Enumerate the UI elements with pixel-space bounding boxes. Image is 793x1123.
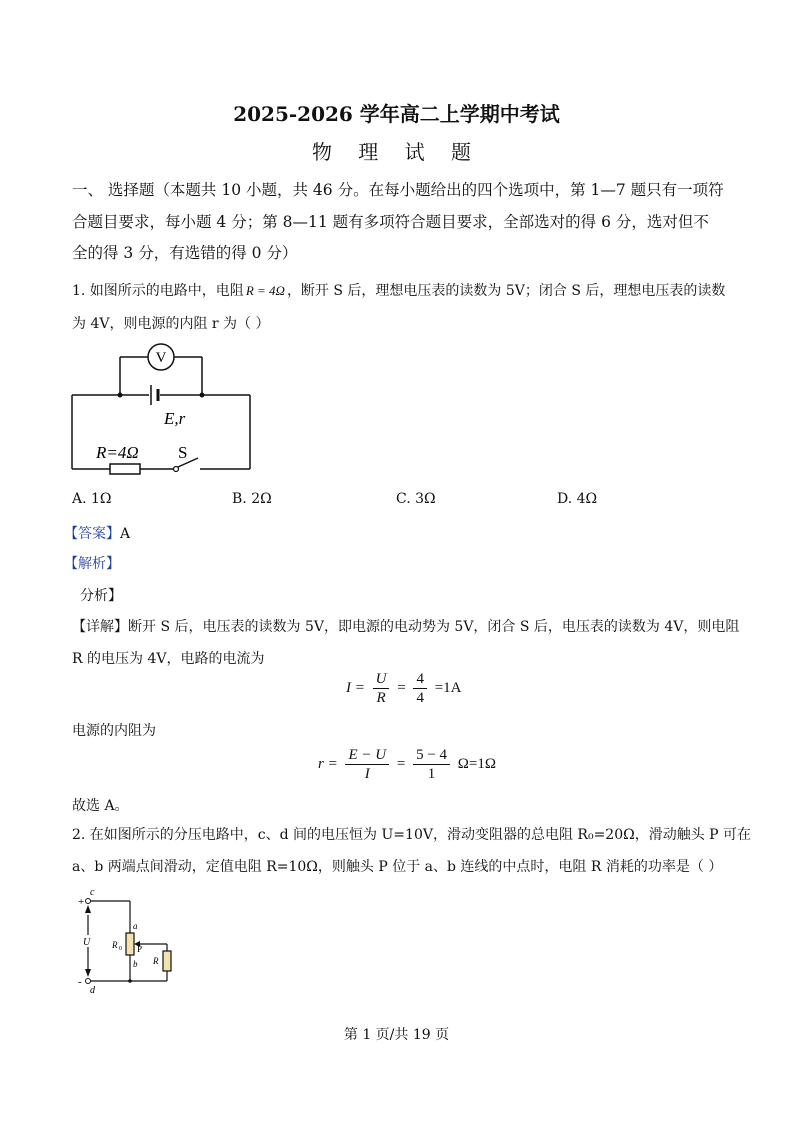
q1-stem-line2: 为 4V，则电源的内阻 r 为（ ）	[72, 316, 270, 332]
slider-p-label: P	[137, 944, 143, 954]
section-instructions-line1: 一、 选择题（本题共 10 小题，共 46 分。在每小题给出的四个选项中，第 1—7 题只有一项符	[72, 181, 724, 199]
q1-option-b: B. 2Ω	[232, 491, 272, 507]
section-instructions-line2: 合题目要求，每小题 4 分；第 8—11 题有多项符合题目要求，全部选对的得 6 分，选对但不	[72, 213, 709, 231]
formula-internal-resistance	[318, 746, 496, 783]
r0-subscript: 0	[119, 946, 122, 952]
exam-title: 2025-2026 学年高二上学期中考试	[233, 102, 560, 126]
formula1-den1: R	[376, 690, 386, 706]
q2-stem-line2: a、b 两端点间滑动，定值电阻 R=10Ω，则触头 P 位于 a、b 连线的中点时，电阻 R 消耗的功率是（ ）	[72, 859, 723, 875]
terminal-c-label: c	[90, 887, 95, 898]
detail-line2: R 的电压为 4V，电路的电流为	[72, 651, 265, 667]
q1-option-c: C. 3Ω	[396, 491, 436, 507]
section-instructions-line3: 全的得 3 分，有选错的得 0 分）	[72, 244, 298, 262]
formula1-frac1	[373, 670, 390, 707]
analysis-sub: 分析】	[80, 588, 122, 604]
rheostat-symbol	[126, 933, 134, 955]
q1-circuit-diagram	[66, 342, 256, 477]
formula1-frac2	[413, 670, 427, 707]
q1-stem-line1	[72, 280, 725, 300]
formula2-frac2	[413, 746, 450, 783]
point-b-label: b	[133, 959, 138, 969]
formula1-lhs: I =	[346, 679, 365, 696]
formula1-num2: 4	[413, 670, 427, 689]
formula2-den2: 1	[427, 766, 436, 782]
q1-conclusion: 故选 A。	[72, 798, 129, 814]
switch-label: S	[178, 443, 188, 462]
formula2-rhs: Ω=1Ω	[457, 755, 497, 772]
q1-option-d: D. 4Ω	[557, 491, 598, 507]
formula-current	[346, 670, 461, 707]
source-label: E,r	[164, 409, 186, 428]
formula2-frac1	[345, 746, 389, 783]
formula1-rhs: =1A	[434, 679, 462, 696]
formula1-eq: =	[397, 679, 406, 696]
q1-stem-text-b: ，断开 S 后，理想电压表的读数为 5V；闭合 S 后，理想电压表的读数	[286, 283, 726, 299]
internal-resistance-label: 电源的内阻为	[72, 723, 156, 739]
formula1-num1: U	[373, 670, 390, 689]
terminal-d-label: d	[90, 985, 95, 995]
resistor-symbol	[110, 464, 140, 474]
r-label: R	[153, 956, 159, 966]
point-a-label: a	[133, 921, 138, 931]
q1-option-a: A. 1Ω	[72, 491, 112, 507]
resistor-label: R=4Ω	[96, 443, 139, 462]
q1-answer	[64, 523, 130, 543]
r0-label: R	[112, 940, 118, 950]
formula2-eq: =	[396, 755, 406, 772]
formula2-num2: 5 − 4	[413, 746, 450, 765]
q1-stem-text-a: 1. 如图所示的电路中，电阻	[72, 283, 244, 299]
formula2-den1: I	[364, 766, 370, 782]
detail-line1: 【详解】断开 S 后，电压表的读数为 5V，即电源的电动势为 5V，闭合 S 后，电压表的读数为 4V，则电阻	[72, 619, 740, 635]
minus-label: -	[78, 976, 82, 988]
page-footer: 第 1 页/共 19 页	[343, 1027, 450, 1043]
formula2-lhs: r =	[318, 755, 338, 772]
analysis-tag: 【解析】	[64, 556, 120, 572]
fixed-resistor-symbol	[163, 951, 171, 971]
answer-tag: 【答案】	[64, 526, 120, 542]
formula2-num1: E − U	[345, 746, 389, 765]
q1-inline-resistance: R = 4Ω	[245, 283, 285, 298]
plus-label: +	[78, 896, 85, 908]
voltage-u-label: U	[83, 937, 91, 948]
q2-divider-circuit-diagram	[70, 885, 185, 995]
q2-stem-line1: 2. 在如图所示的分压电路中，c、d 间的电压恒为 U=10V，滑动变阻器的总电阻 R₀=20Ω，滑动触头 P 可在	[72, 827, 752, 843]
answer-value: A	[120, 526, 131, 542]
exam-subtitle: 物 理 试 题	[311, 140, 482, 164]
formula1-den2: 4	[416, 690, 424, 706]
voltmeter-label: V	[155, 350, 167, 366]
